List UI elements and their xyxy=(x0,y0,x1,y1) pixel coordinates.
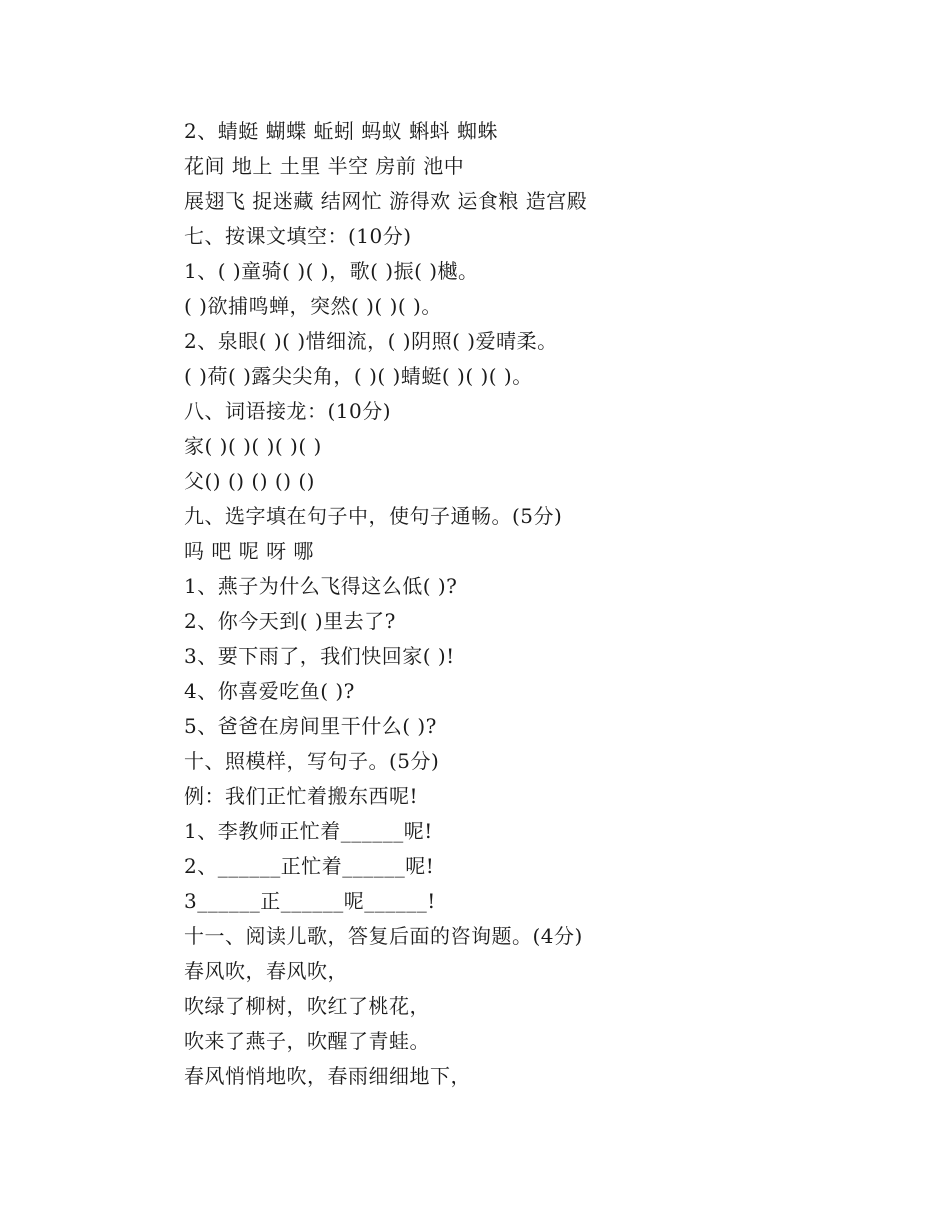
question-line: 3、要下雨了，我们快回家( )! xyxy=(184,644,455,668)
question-line: 2、你今天到( )里去了? xyxy=(184,609,396,633)
text-line-actions: 展翅飞 捉迷藏 结网忙 游得欢 运食粮 造宫殿 xyxy=(184,189,588,213)
question-line: 2、______正忙着______呢! xyxy=(184,854,435,878)
text-line-places: 花间 地上 土里 半空 房前 池中 xyxy=(184,154,465,178)
document-body xyxy=(184,114,884,1094)
poem-line: 春风吹，春风吹， xyxy=(184,959,348,983)
section-heading-11: 十一、阅读儿歌，答复后面的咨询题。(4分) xyxy=(184,924,583,948)
text-line-insects: 2、蜻蜓 蝴蝶 蚯蚓 蚂蚁 蝌蚪 蜘蛛 xyxy=(184,119,499,143)
example-sentence: 例：我们正忙着搬东西呢! xyxy=(184,784,419,808)
section-heading-9: 九、选字填在句子中，使句子通畅。(5分) xyxy=(184,504,563,528)
section-heading-8: 八、词语接龙：(10分) xyxy=(184,399,392,423)
question-line: 1、李教师正忙着______呢! xyxy=(184,819,433,843)
question-line: ( )欲捕鸣蝉，突然( )( )( )。 xyxy=(184,294,442,318)
poem-line: 春风悄悄地吹，春雨细细地下， xyxy=(184,1064,471,1088)
question-line: ( )荷( )露尖尖角，( )( )蜻蜓( )( )( )。 xyxy=(184,364,533,388)
question-line: 3______正______呢______! xyxy=(184,889,436,913)
poem-line: 吹绿了柳树，吹红了桃花， xyxy=(184,994,430,1018)
section-heading-7: 七、按课文填空：(10分) xyxy=(184,224,412,248)
question-line: 家( )( )( )( )( ) xyxy=(184,434,322,458)
question-line: 1、( )童骑( )( )，歌( )振( )樾。 xyxy=(184,259,479,283)
question-line: 父() () () () () xyxy=(184,469,315,493)
word-choices: 吗 吧 呢 呀 哪 xyxy=(184,539,314,563)
question-line: 5、爸爸在房间里干什么( )? xyxy=(184,714,437,738)
question-line: 4、你喜爱吃鱼( )? xyxy=(184,679,355,703)
question-line: 1、燕子为什么飞得这么低( )? xyxy=(184,574,458,598)
poem-line: 吹来了燕子，吹醒了青蛙。 xyxy=(184,1029,430,1053)
question-line: 2、泉眼( )( )惜细流，( )阴照( )爱晴柔。 xyxy=(184,329,558,353)
section-heading-10: 十、照模样，写句子。(5分) xyxy=(184,749,440,773)
